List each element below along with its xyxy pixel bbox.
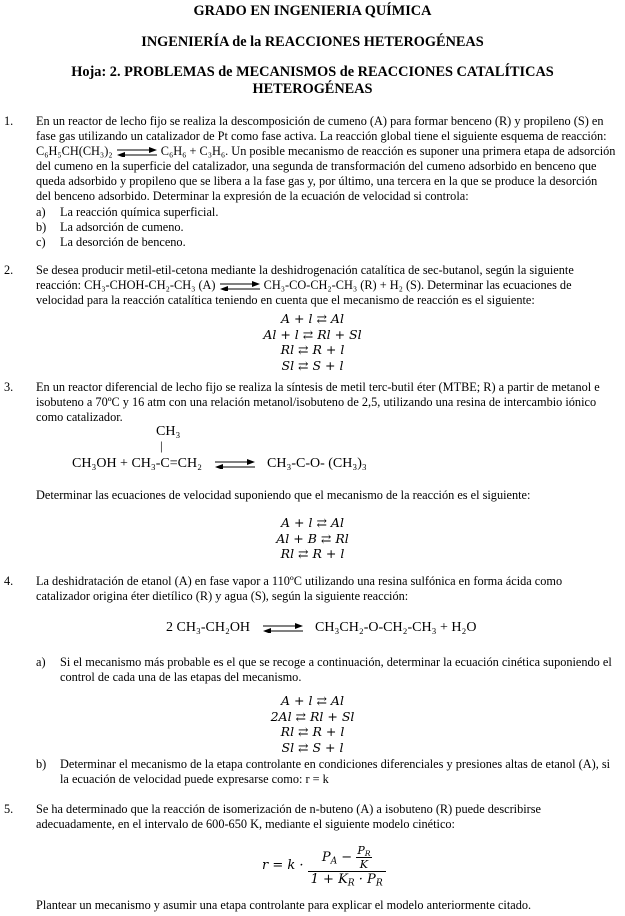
mtbe-reaction [72, 456, 367, 472]
equilibrium-arrow-icon [219, 281, 261, 291]
pr-subscript: R [364, 848, 371, 858]
problem-3-mechanism [0, 515, 625, 562]
cumene-products: C₆H₆ + C₃H₆. [160, 144, 229, 158]
mtbe-product: CH₃-C-O- (CH₃)₃ [267, 456, 367, 471]
pr-symbol: P [357, 844, 365, 857]
problem-1-line-6: del benceno adsorbido. Determinar la expresión de la ecuación de velocidad si controla: [36, 189, 469, 203]
option-label: a) [36, 205, 46, 219]
mechanism-step: Sl ⇄ S + l [281, 357, 344, 373]
mechanism-step: A + l ⇄ Al [281, 311, 344, 326]
inner-fraction [356, 844, 371, 871]
problem-3-line-3: como catalizador. [36, 410, 123, 424]
problem-2-line-1: Se desea producir metil-etil-cetona mediante la deshidrogenación catalítica de sec-butanol, según la siguiente [36, 263, 574, 277]
problem-4-part-b-line-1: Determinar el mecanismo de la etapa controlante en condiciones diferenciales y presiones altas de etanol (A), si [60, 757, 611, 771]
mechanism-step: A + l ⇄ Al [281, 515, 344, 530]
problem-3-number: 3. [4, 380, 14, 394]
problem-5-number: 5. [4, 802, 14, 816]
problem-5-line-1: Se ha determinado que la reacción de isomerización de n-buteno (A) a isobuteno (R) puede describirse [36, 802, 542, 816]
problem-4-mechanism [0, 693, 625, 755]
kr-subscript: R [347, 878, 355, 889]
kinetic-model-equation [262, 844, 386, 887]
rate-fraction [308, 844, 386, 887]
problem-1-line-5: queda adsorbido y propileno que se libera a la fase gas y, por último, una tercera en la que se produce la desorción [36, 174, 598, 188]
problem-3-line-4: Determinar las ecuaciones de velocidad suponiendo que el mecanismo de la reacción es el siguiente: [36, 488, 531, 502]
rate-prefix: r = k · [262, 858, 304, 873]
problem-1-line-4: del cumeno en la superficie del catalizador, una segunda de transformación del cumeno adsorbido en benceno que [36, 159, 597, 173]
problem-1-line-2: fase gas utilizando un catalizador de Pt como fase activa. La reacción global tiene el siguiente esquema de reacción: [36, 129, 607, 143]
mechanism-step: 2Al ⇄ Rl + Sl [270, 708, 355, 724]
course-title: GRADO EN INGENIERIA QUÍMICA [193, 3, 432, 19]
pa-subscript: A [330, 856, 338, 867]
problem-2-line-2-rest: CH₃-CO-CH₂-CH₃ (R) + H₂ (S). Determinar las ecuaciones de [263, 278, 572, 292]
problem-3-line-2: isobuteno a 70ºC y 16 atm con una relación metanol/isobuteno de 2,5, utilizando una resina de intercambio iónico [36, 395, 597, 409]
problem-4-part-a-label: a) [36, 655, 46, 669]
den-rest: · P [354, 872, 376, 887]
ethanol-reaction [166, 620, 476, 636]
problem-4-line-1: La deshidratación de etanol (A) en fase vapor a 110ºC utilizando una resina sulfónica en forma ácida como [36, 574, 563, 588]
sheet-title-line2: HETEROGÉNEAS [252, 81, 373, 97]
methyl-group: CH₃ [156, 424, 181, 439]
option-text: La reacción química superficial. [60, 205, 219, 219]
problem-1-line-3 [36, 144, 615, 159]
problem-4-part-b-label: b) [36, 757, 47, 771]
problem-5-line-3: Plantear un mecanismo y asumir una etapa controlante para explicar el modelo anteriormente citado. [36, 898, 532, 912]
ethanol-products: CH₃CH₂-O-CH₂-CH₃ + H₂O [315, 620, 477, 635]
pa-symbol: P [321, 850, 331, 865]
equilibrium-arrow-icon [262, 623, 304, 633]
sheet-title-line1: Hoja: 2. PROBLEMAS de MECANISMOS de REACCIONES CATALÍTICAS [71, 64, 554, 80]
mtbe-reactants: CH₃OH + CH₃-C=CH₂ [72, 456, 202, 471]
problem-1-line-3-rest: Un posible mecanismo de reacción es suponer una primera etapa de adsorción [228, 144, 616, 158]
den-text: 1 + K [310, 872, 348, 887]
inner-numerator [356, 844, 371, 858]
problem-2-number: 2. [4, 263, 14, 277]
problem-1-line-1: En un reactor de lecho fijo se realiza la descomposición de cumeno (A) para formar benceno (R) y propileno (S) en [36, 114, 604, 128]
problem-4-part-a-line-1: Si el mecanismo más probable es el que se recoge a continuación, determinar la ecuación cinética suponiendo el [60, 655, 612, 669]
ethanol-reactant: 2 CH₃-CH₂OH [166, 620, 251, 635]
mechanism-step: Rl ⇄ R + l [280, 342, 345, 357]
sec-butanol-formula: reacción: CH₃-CHOH-CH₂-CH₃ (A) [36, 278, 216, 292]
option-label: b) [36, 220, 47, 234]
problem-2-mechanism [0, 311, 625, 373]
bond-line: | [160, 438, 163, 453]
problem-1-option-c [36, 235, 186, 250]
problem-3-line-1: En un reactor diferencial de lecho fijo se realiza la síntesis de metil terc-butil éter (MTBE; R) a partir de metanol e [36, 380, 600, 394]
mechanism-step: Sl ⇄ S + l [281, 739, 344, 755]
mechanism-step: Al + B ⇄ Rl [276, 530, 349, 546]
inner-denominator: K [359, 858, 369, 871]
option-text: La desorción de benceno. [60, 235, 186, 249]
problem-2-line-2 [36, 278, 572, 293]
pr2-subscript: R [375, 878, 383, 889]
mechanism-step: Rl ⇄ R + l [280, 546, 345, 561]
problem-4-part-b-line-2: la ecuación de velocidad puede expresarse como: r = k [60, 772, 329, 786]
mechanism-step: A + l ⇄ Al [281, 693, 344, 708]
equilibrium-arrow-icon [116, 147, 158, 157]
problem-4-line-2: catalizador origina éter dietílico (R) y agua (S), según la siguiente reacción: [36, 589, 409, 603]
problem-2-line-3: velocidad para la reacción catalítica teniendo en cuenta que el mecanismo de reacción es el siguiente: [36, 293, 535, 307]
minus-sign: − [337, 850, 357, 865]
problem-1-option-b [36, 220, 184, 235]
cumene-formula: C₆H₅CH(CH₃)₂ [36, 144, 113, 158]
rate-denominator [308, 872, 386, 887]
problem-4-number: 4. [4, 574, 14, 588]
mechanism-step: Al + l ⇄ Rl + Sl [263, 326, 362, 342]
problem-1-number: 1. [4, 114, 14, 128]
problem-5-line-2: adecuadamente, en el intervalo de 600-650 K, mediante el siguiente modelo cinético: [36, 817, 455, 831]
option-label: c) [36, 235, 46, 249]
subject-title: INGENIERÍA de la REACCIONES HETEROGÉNEAS [141, 34, 484, 50]
equilibrium-arrow-icon [214, 459, 256, 469]
rate-numerator [308, 844, 386, 872]
option-text: La adsorción de cumeno. [60, 220, 184, 234]
mechanism-step: Rl ⇄ R + l [280, 724, 345, 739]
problem-1-option-a [36, 205, 218, 220]
problem-4-part-a-line-2: control de cada una de las etapas del mecanismo. [60, 670, 302, 684]
